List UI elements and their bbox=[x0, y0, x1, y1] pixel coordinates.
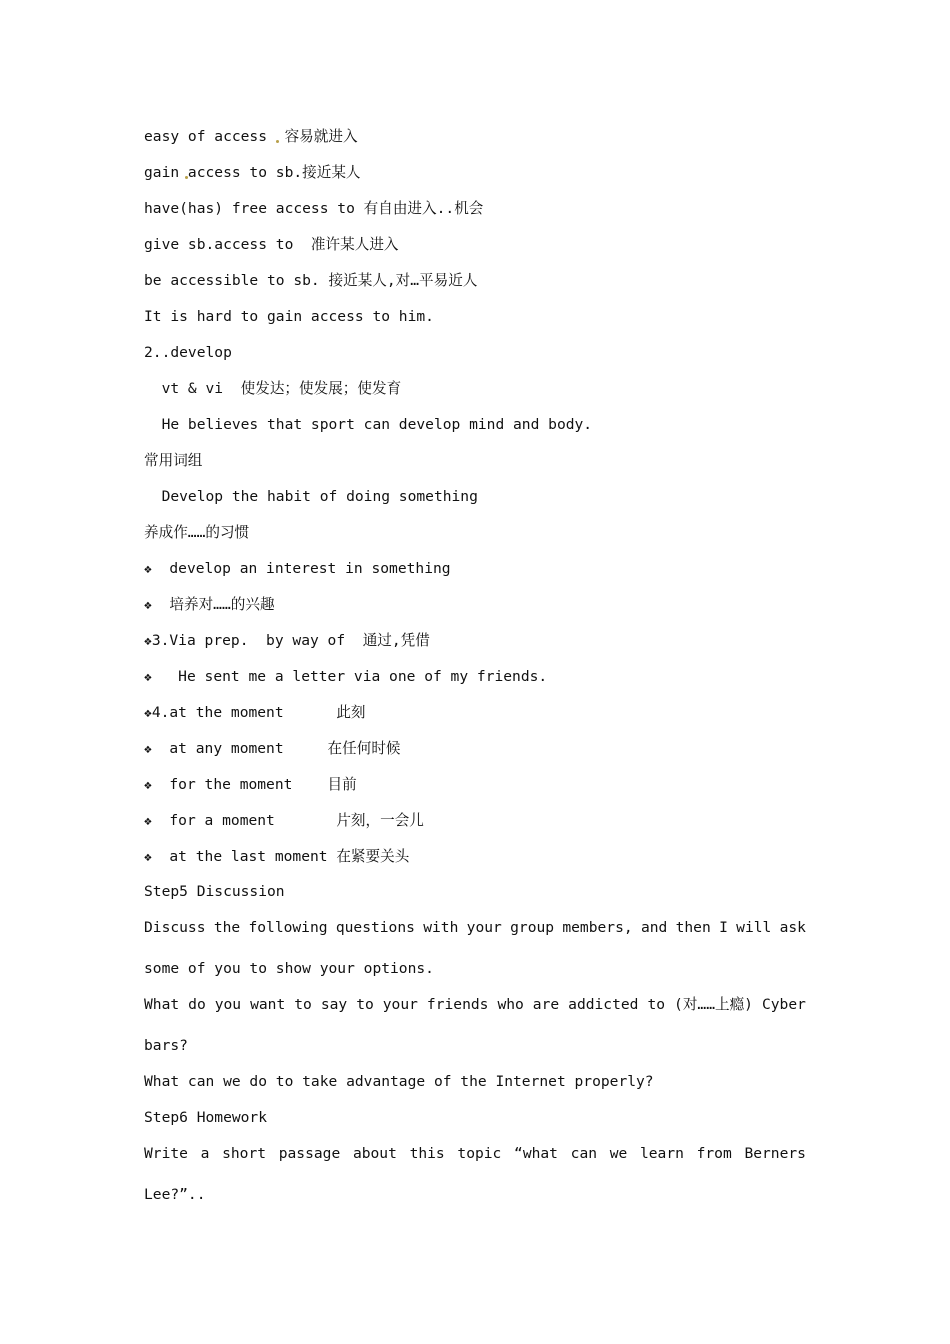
phrase-line: Develop the habit of doing something bbox=[144, 488, 478, 505]
justified-line bbox=[144, 995, 806, 1015]
word: Berners bbox=[744, 1145, 806, 1162]
word: and bbox=[640, 919, 668, 936]
word: “what bbox=[514, 1145, 558, 1162]
bullet-item: ❖ for the moment 目前 bbox=[144, 776, 357, 793]
phrase-line: 养成作……的习惯 bbox=[144, 524, 250, 541]
definition-line: vt & vi 使发达；使发展；使发育 bbox=[144, 380, 402, 397]
bullet-icon: ❖ bbox=[144, 706, 152, 721]
justified-line bbox=[144, 1144, 806, 1164]
bullet-item: ❖ He sent me a letter via one of my friends. bbox=[144, 668, 548, 685]
word: (对……上瘾) bbox=[674, 996, 753, 1013]
paragraph-line: bars? bbox=[144, 1037, 188, 1054]
paragraph-line: some of you to show your options. bbox=[144, 960, 434, 977]
bullet-icon: ❖ bbox=[144, 598, 152, 613]
word: addicted bbox=[568, 996, 639, 1013]
bullet-item: ❖ at the last moment 在紧要关头 bbox=[144, 848, 410, 865]
paragraph-line: Lee?”.. bbox=[144, 1186, 206, 1203]
bullet-item: ❖4.at the moment 此刻 bbox=[144, 704, 366, 721]
phrase-line: be accessible to sb. 接近某人,对…平易近人 bbox=[144, 272, 478, 289]
bullet-item: ❖ develop an interest in something bbox=[144, 560, 451, 577]
word: following bbox=[248, 919, 328, 936]
bullet-icon: ❖ bbox=[144, 634, 152, 649]
bullet-icon: ❖ bbox=[144, 742, 152, 757]
word: with bbox=[423, 919, 459, 936]
word: ask bbox=[779, 919, 806, 936]
word: who bbox=[497, 996, 524, 1013]
bullet-item: ❖3.Via prep. by way of 通过,凭借 bbox=[144, 632, 430, 649]
word: I bbox=[719, 919, 728, 936]
word: questions bbox=[335, 919, 415, 936]
bullet-item: ❖ 培养对……的兴趣 bbox=[144, 596, 275, 613]
word: group bbox=[510, 919, 555, 936]
word: this bbox=[409, 1145, 445, 1162]
word: topic bbox=[457, 1145, 502, 1162]
word: Write bbox=[144, 1145, 188, 1162]
phrase-line: have(has) free access to 有自由进入..机会 bbox=[144, 200, 484, 217]
word: about bbox=[352, 1145, 397, 1162]
bullet-icon: ❖ bbox=[144, 814, 152, 829]
justified-line bbox=[144, 918, 806, 938]
word: your bbox=[382, 996, 418, 1013]
word: passage bbox=[278, 1145, 341, 1162]
bullet-item: ❖ for a moment 片刻，一会儿 bbox=[144, 812, 424, 829]
word: Cyber bbox=[761, 996, 806, 1013]
section-heading: Step5 Discussion bbox=[144, 883, 285, 900]
bullet-item: ❖ at any moment 在任何时候 bbox=[144, 740, 401, 757]
word: learn bbox=[639, 1145, 684, 1162]
bullet-icon: ❖ bbox=[144, 562, 152, 577]
word: from bbox=[696, 1145, 732, 1162]
word: a bbox=[200, 1145, 210, 1162]
word: to bbox=[356, 996, 374, 1013]
word: you bbox=[214, 996, 242, 1013]
word: we bbox=[609, 1145, 628, 1162]
word: want bbox=[250, 996, 286, 1013]
word: do bbox=[188, 996, 206, 1013]
word: your bbox=[466, 919, 502, 936]
phrase-line: give sb.access to 准许某人进入 bbox=[144, 236, 399, 253]
word: Discuss bbox=[144, 919, 206, 936]
word: members, bbox=[562, 919, 633, 936]
word: friends bbox=[426, 996, 489, 1013]
word: are bbox=[532, 996, 560, 1013]
word: to bbox=[294, 996, 312, 1013]
word: say bbox=[320, 996, 348, 1013]
bullet-icon: ❖ bbox=[144, 778, 152, 793]
bullet-icon: ❖ bbox=[144, 670, 152, 685]
example-sentence: It is hard to gain access to him. bbox=[144, 308, 434, 325]
phrase-line: easy of access 容易就进入 bbox=[144, 128, 358, 145]
bullet-icon: ❖ bbox=[144, 850, 152, 865]
section-heading: Step6 Homework bbox=[144, 1109, 268, 1126]
word: the bbox=[213, 919, 241, 936]
example-sentence: He believes that sport can develop mind and body. bbox=[144, 416, 593, 433]
word: then bbox=[675, 919, 711, 936]
word: to bbox=[647, 996, 666, 1013]
word: can bbox=[570, 1145, 598, 1162]
word: will bbox=[736, 919, 772, 936]
subheading: 常用词组 bbox=[144, 452, 203, 469]
phrase-line: gain access to sb.接近某人 bbox=[144, 164, 361, 181]
word: short bbox=[222, 1145, 267, 1162]
word: What bbox=[144, 996, 180, 1013]
question-line: What can we do to take advantage of the Internet properly? bbox=[144, 1073, 654, 1090]
section-heading: 2..develop bbox=[144, 344, 232, 361]
